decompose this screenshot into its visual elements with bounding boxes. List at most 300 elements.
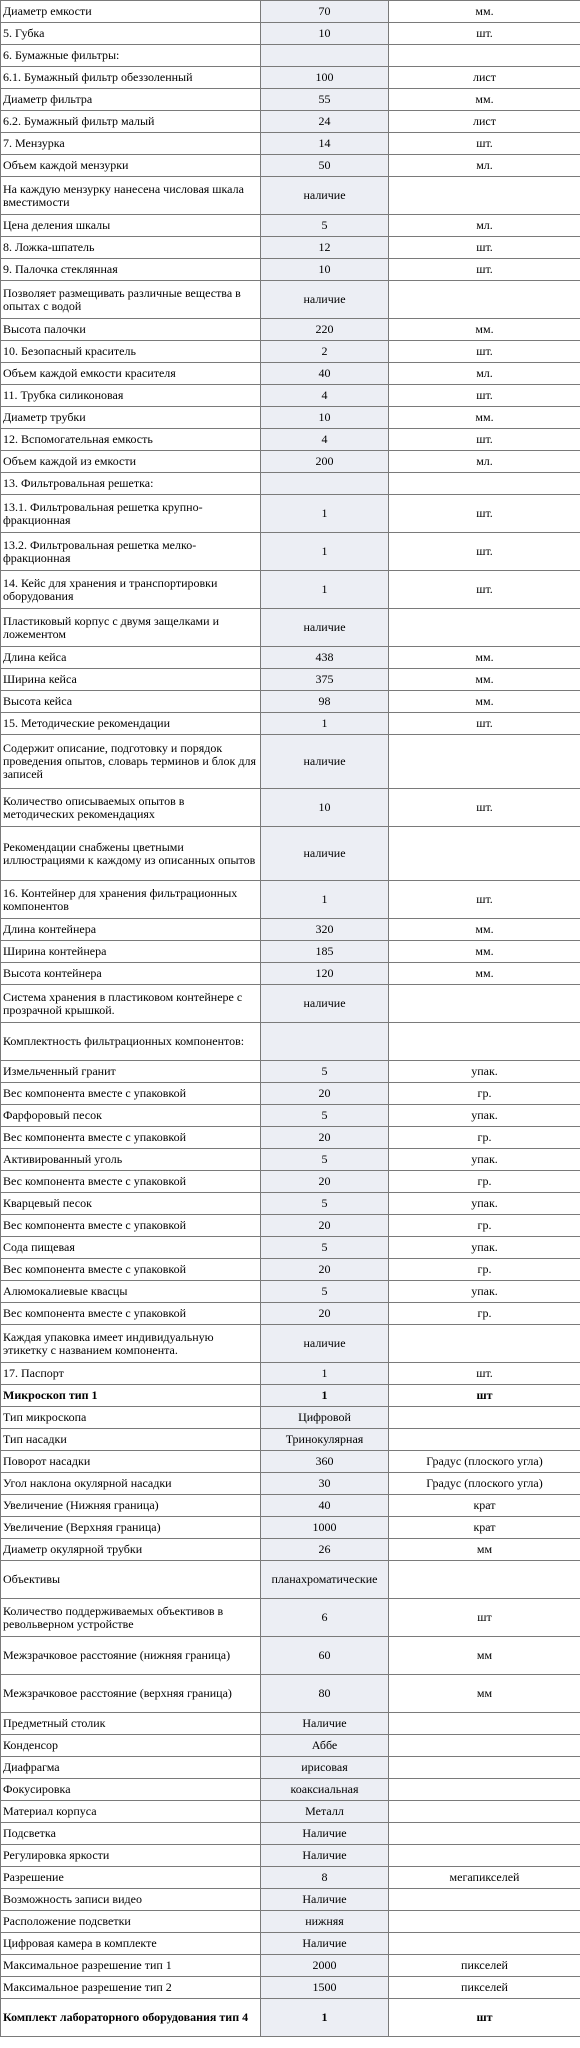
row-name-cell: Высота контейнера [1, 963, 261, 985]
row-value-cell: 4 [261, 429, 389, 451]
row-unit-cell: лист [389, 111, 580, 133]
row-value-cell: Аббе [261, 1735, 389, 1757]
row-unit-cell: шт. [389, 881, 580, 919]
row-name-cell: Диаметр фильтра [1, 89, 261, 111]
row-name-cell: Тип насадки [1, 1429, 261, 1451]
row-value-cell [261, 45, 389, 67]
row-name-cell: Возможность записи видео [1, 1889, 261, 1911]
table-row [1, 713, 580, 735]
row-value-cell: 1 [261, 1999, 389, 2037]
row-name-cell: Увеличение (Нижняя граница) [1, 1495, 261, 1517]
row-unit-cell: гр. [389, 1127, 580, 1149]
row-value-cell: 6 [261, 1599, 389, 1637]
row-value-cell: 1 [261, 495, 389, 533]
table-row [1, 1735, 580, 1757]
row-name-cell: Вес компонента вместе с упаковкой [1, 1127, 261, 1149]
row-value-cell: 14 [261, 133, 389, 155]
row-name-cell: Межзрачковое расстояние (нижняя граница) [1, 1637, 261, 1675]
row-value-cell: 20 [261, 1215, 389, 1237]
table-row [1, 259, 580, 281]
table-row [1, 1517, 580, 1539]
row-value-cell: 200 [261, 451, 389, 473]
row-name-cell: Фокусировка [1, 1779, 261, 1801]
row-name-cell: Фарфоровый песок [1, 1105, 261, 1127]
table-row [1, 407, 580, 429]
row-value-cell: 185 [261, 941, 389, 963]
row-unit-cell: шт. [389, 237, 580, 259]
table-row [1, 1999, 580, 2037]
row-unit-cell [389, 45, 580, 67]
row-unit-cell: пикселей [389, 1977, 580, 1999]
row-name-cell: Подсветка [1, 1823, 261, 1845]
table-row [1, 1779, 580, 1801]
row-unit-cell: шт [389, 1385, 580, 1407]
row-unit-cell: мм. [389, 89, 580, 111]
table-row [1, 1889, 580, 1911]
row-unit-cell: мм [389, 1539, 580, 1561]
row-value-cell: 10 [261, 789, 389, 827]
table-row [1, 23, 580, 45]
row-value-cell: Цифровой [261, 1407, 389, 1429]
row-unit-cell [389, 1823, 580, 1845]
table-row [1, 789, 580, 827]
row-name-cell: 6.2. Бумажный фильтр малый [1, 111, 261, 133]
row-name-cell: 16. Контейнер для хранения фильтрационных компонентов [1, 881, 261, 919]
row-unit-cell: упак. [389, 1193, 580, 1215]
table-row [1, 1193, 580, 1215]
row-name-cell: 13.2. Фильтровальная решетка мелко-фракционная [1, 533, 261, 571]
row-unit-cell [389, 1889, 580, 1911]
row-name-cell: Длина контейнера [1, 919, 261, 941]
row-value-cell: 4 [261, 385, 389, 407]
row-name-cell: Межзрачковое расстояние (верхняя граница) [1, 1675, 261, 1713]
table-row [1, 1237, 580, 1259]
row-value-cell: Наличие [261, 1713, 389, 1735]
row-value-cell: наличие [261, 609, 389, 647]
row-name-cell: Пластиковый корпус с двумя защелками и ложементом [1, 609, 261, 647]
table-row [1, 473, 580, 495]
table-row [1, 1429, 580, 1451]
row-unit-cell: мегапикселей [389, 1867, 580, 1889]
row-value-cell: наличие [261, 1325, 389, 1363]
row-unit-cell: шт. [389, 533, 580, 571]
row-name-cell: 14. Кейс для хранения и транспортировки оборудования [1, 571, 261, 609]
table-row [1, 1757, 580, 1779]
row-name-cell: Рекомендации снабжены цветными иллюстрациями к каждому из описанных опытов [1, 827, 261, 881]
table-row [1, 881, 580, 919]
row-value-cell: наличие [261, 177, 389, 215]
row-value-cell: наличие [261, 827, 389, 881]
row-unit-cell [389, 1911, 580, 1933]
row-value-cell: 1 [261, 533, 389, 571]
table-row [1, 45, 580, 67]
row-unit-cell: крат [389, 1517, 580, 1539]
row-name-cell: 7. Мензурка [1, 133, 261, 155]
row-name-cell: Вес компонента вместе с упаковкой [1, 1303, 261, 1325]
table-row [1, 1675, 580, 1713]
row-unit-cell: упак. [389, 1237, 580, 1259]
table-row [1, 647, 580, 669]
row-value-cell: 360 [261, 1451, 389, 1473]
row-unit-cell: лист [389, 67, 580, 89]
row-unit-cell [389, 1735, 580, 1757]
table-row [1, 827, 580, 881]
row-unit-cell [389, 827, 580, 881]
row-value-cell: 5 [261, 1105, 389, 1127]
table-row [1, 1325, 580, 1363]
row-value-cell: Наличие [261, 1933, 389, 1955]
row-unit-cell: мм [389, 1637, 580, 1675]
row-value-cell: 10 [261, 407, 389, 429]
row-name-cell: Угол наклона окулярной насадки [1, 1473, 261, 1495]
row-name-cell: Каждая упаковка имеет индивидуальную этикетку с названием компонента. [1, 1325, 261, 1363]
table-row [1, 1023, 580, 1061]
row-value-cell: Наличие [261, 1889, 389, 1911]
row-value-cell: 20 [261, 1171, 389, 1193]
row-unit-cell: шт. [389, 385, 580, 407]
row-value-cell: 10 [261, 259, 389, 281]
row-value-cell: ирисовая [261, 1757, 389, 1779]
row-name-cell: Диаметр емкости [1, 1, 261, 23]
row-unit-cell: шт. [389, 23, 580, 45]
table-row [1, 1539, 580, 1561]
row-name-cell: Сода пищевая [1, 1237, 261, 1259]
row-name-cell: 9. Палочка стеклянная [1, 259, 261, 281]
row-unit-cell: мм. [389, 963, 580, 985]
table-row [1, 1127, 580, 1149]
table-row [1, 215, 580, 237]
table-row [1, 571, 580, 609]
table-row [1, 1637, 580, 1675]
row-value-cell: 120 [261, 963, 389, 985]
row-value-cell [261, 473, 389, 495]
row-name-cell: Вес компонента вместе с упаковкой [1, 1215, 261, 1237]
table-row [1, 1259, 580, 1281]
row-unit-cell: Градус (плоского угла) [389, 1473, 580, 1495]
row-unit-cell: мл. [389, 155, 580, 177]
row-value-cell: 20 [261, 1127, 389, 1149]
table-row [1, 1215, 580, 1237]
specification-table-body [1, 1, 580, 2037]
row-value-cell [261, 1023, 389, 1061]
row-value-cell: 5 [261, 1281, 389, 1303]
row-value-cell: 30 [261, 1473, 389, 1495]
table-row [1, 1281, 580, 1303]
row-value-cell: 320 [261, 919, 389, 941]
row-unit-cell [389, 735, 580, 789]
row-value-cell: 20 [261, 1259, 389, 1281]
row-value-cell: 10 [261, 23, 389, 45]
row-name-cell: Объем каждой из емкости [1, 451, 261, 473]
row-value-cell: 1 [261, 1385, 389, 1407]
table-row [1, 429, 580, 451]
row-value-cell: 8 [261, 1867, 389, 1889]
table-row [1, 919, 580, 941]
row-unit-cell: шт. [389, 259, 580, 281]
row-name-cell: Измельченный гранит [1, 1061, 261, 1083]
row-name-cell: Количество описываемых опытов в методических рекомендациях [1, 789, 261, 827]
table-row [1, 669, 580, 691]
row-name-cell: Вес компонента вместе с упаковкой [1, 1259, 261, 1281]
table-row [1, 67, 580, 89]
row-name-cell: Высота кейса [1, 691, 261, 713]
table-row [1, 341, 580, 363]
row-name-cell: Цена деления шкалы [1, 215, 261, 237]
row-value-cell: 1 [261, 1363, 389, 1385]
row-name-cell: Максимальное разрешение тип 2 [1, 1977, 261, 1999]
row-value-cell: 26 [261, 1539, 389, 1561]
row-name-cell: Материал корпуса [1, 1801, 261, 1823]
table-row [1, 1149, 580, 1171]
row-value-cell: Тринокулярная [261, 1429, 389, 1451]
row-unit-cell [389, 1561, 580, 1599]
table-row [1, 111, 580, 133]
row-unit-cell: гр. [389, 1215, 580, 1237]
row-name-cell: Комплектность фильтрационных компонентов: [1, 1023, 261, 1061]
row-name-cell: Расположение подсветки [1, 1911, 261, 1933]
row-value-cell: 1500 [261, 1977, 389, 1999]
row-value-cell: 60 [261, 1637, 389, 1675]
row-unit-cell: упак. [389, 1281, 580, 1303]
row-unit-cell [389, 985, 580, 1023]
row-value-cell: 1000 [261, 1517, 389, 1539]
row-unit-cell [389, 1325, 580, 1363]
row-value-cell: 50 [261, 155, 389, 177]
row-value-cell: коаксиальная [261, 1779, 389, 1801]
row-name-cell: Конденсор [1, 1735, 261, 1757]
row-name-cell: 15. Методические рекомендации [1, 713, 261, 735]
row-name-cell: Диаметр трубки [1, 407, 261, 429]
row-value-cell: 55 [261, 89, 389, 111]
row-unit-cell [389, 1845, 580, 1867]
table-row [1, 1845, 580, 1867]
row-unit-cell: мм. [389, 691, 580, 713]
row-unit-cell [389, 1801, 580, 1823]
row-value-cell: 20 [261, 1303, 389, 1325]
row-name-cell: Цифровая камера в комплекте [1, 1933, 261, 1955]
row-unit-cell [389, 609, 580, 647]
table-row [1, 1105, 580, 1127]
row-name-cell: 13. Фильтровальная решетка: [1, 473, 261, 495]
row-unit-cell: гр. [389, 1083, 580, 1105]
row-value-cell: 80 [261, 1675, 389, 1713]
row-value-cell: Наличие [261, 1845, 389, 1867]
row-value-cell: 98 [261, 691, 389, 713]
row-unit-cell: шт. [389, 571, 580, 609]
row-name-cell: Вес компонента вместе с упаковкой [1, 1171, 261, 1193]
table-row [1, 533, 580, 571]
row-unit-cell: мм. [389, 647, 580, 669]
table-row [1, 495, 580, 533]
table-row [1, 1083, 580, 1105]
row-value-cell: 40 [261, 1495, 389, 1517]
row-unit-cell: мм. [389, 941, 580, 963]
table-row [1, 1407, 580, 1429]
row-value-cell: 5 [261, 1061, 389, 1083]
row-value-cell: нижняя [261, 1911, 389, 1933]
row-unit-cell [389, 1407, 580, 1429]
row-unit-cell: гр. [389, 1171, 580, 1193]
row-unit-cell: упак. [389, 1105, 580, 1127]
row-unit-cell [389, 1933, 580, 1955]
row-value-cell: 20 [261, 1083, 389, 1105]
row-unit-cell: Градус (плоского угла) [389, 1451, 580, 1473]
table-row [1, 1385, 580, 1407]
table-row [1, 1, 580, 23]
row-name-cell: Активированный уголь [1, 1149, 261, 1171]
row-name-cell: Разрешение [1, 1867, 261, 1889]
row-unit-cell [389, 1713, 580, 1735]
row-value-cell: 40 [261, 363, 389, 385]
row-name-cell: На каждую мензурку нанесена числовая шкала вместимости [1, 177, 261, 215]
row-value-cell: 1 [261, 881, 389, 919]
row-name-cell: Тип микроскопа [1, 1407, 261, 1429]
row-unit-cell [389, 1779, 580, 1801]
table-row [1, 385, 580, 407]
table-row [1, 1955, 580, 1977]
row-unit-cell: пикселей [389, 1955, 580, 1977]
row-unit-cell: мм [389, 1675, 580, 1713]
row-name-cell: Объем каждой мензурки [1, 155, 261, 177]
row-name-cell: 8. Ложка-шпатель [1, 237, 261, 259]
row-value-cell: планахроматические [261, 1561, 389, 1599]
table-row [1, 1713, 580, 1735]
row-unit-cell [389, 1429, 580, 1451]
row-unit-cell: шт. [389, 341, 580, 363]
table-row [1, 1933, 580, 1955]
row-unit-cell [389, 281, 580, 319]
table-row [1, 155, 580, 177]
row-unit-cell: мм. [389, 669, 580, 691]
table-row [1, 1451, 580, 1473]
row-name-cell: 6. Бумажные фильтры: [1, 45, 261, 67]
table-row [1, 985, 580, 1023]
table-row [1, 1303, 580, 1325]
row-name-cell: 6.1. Бумажный фильтр обеззоленный [1, 67, 261, 89]
row-name-cell: 5. Губка [1, 23, 261, 45]
row-name-cell: Максимальное разрешение тип 1 [1, 1955, 261, 1977]
table-row [1, 1977, 580, 1999]
table-row [1, 281, 580, 319]
row-value-cell: Металл [261, 1801, 389, 1823]
table-row [1, 363, 580, 385]
row-name-cell: Объем каждой емкости красителя [1, 363, 261, 385]
row-name-cell: Диафрагма [1, 1757, 261, 1779]
row-name-cell: Комплект лабораторного оборудования тип 4 [1, 1999, 261, 2037]
table-row [1, 1171, 580, 1193]
row-unit-cell: упак. [389, 1149, 580, 1171]
row-value-cell: 220 [261, 319, 389, 341]
row-unit-cell: упак. [389, 1061, 580, 1083]
table-row [1, 1599, 580, 1637]
row-unit-cell: мм. [389, 407, 580, 429]
row-name-cell: Система хранения в пластиковом контейнере с прозрачной крышкой. [1, 985, 261, 1023]
row-name-cell: Позволяет размещивать различные вещества в опытах с водой [1, 281, 261, 319]
row-unit-cell: шт. [389, 713, 580, 735]
row-unit-cell: мл. [389, 451, 580, 473]
row-value-cell: 5 [261, 1193, 389, 1215]
row-unit-cell: шт. [389, 133, 580, 155]
row-value-cell: 5 [261, 1237, 389, 1259]
row-name-cell: Регулировка яркости [1, 1845, 261, 1867]
row-value-cell: 2000 [261, 1955, 389, 1977]
table-row [1, 237, 580, 259]
table-row [1, 1911, 580, 1933]
row-name-cell: Микроскоп тип 1 [1, 1385, 261, 1407]
row-name-cell: Вес компонента вместе с упаковкой [1, 1083, 261, 1105]
table-row [1, 1561, 580, 1599]
row-name-cell: Ширина контейнера [1, 941, 261, 963]
table-row [1, 1363, 580, 1385]
row-value-cell: 70 [261, 1, 389, 23]
row-name-cell: Содержит описание, подготовку и порядок проведения опытов, словарь терминов и блок для записей [1, 735, 261, 789]
table-row [1, 1801, 580, 1823]
row-unit-cell: мм. [389, 319, 580, 341]
row-name-cell: Количество поддерживаемых объективов в револьверном устройстве [1, 1599, 261, 1637]
row-value-cell: наличие [261, 281, 389, 319]
row-unit-cell [389, 177, 580, 215]
row-value-cell: 100 [261, 67, 389, 89]
table-row [1, 1473, 580, 1495]
row-value-cell: 24 [261, 111, 389, 133]
table-row [1, 1061, 580, 1083]
row-value-cell: 5 [261, 1149, 389, 1171]
table-row [1, 89, 580, 111]
row-name-cell: Предметный столик [1, 1713, 261, 1735]
row-unit-cell: мм. [389, 919, 580, 941]
row-unit-cell: шт. [389, 1363, 580, 1385]
row-unit-cell: шт [389, 1599, 580, 1637]
row-name-cell: Длина кейса [1, 647, 261, 669]
row-unit-cell [389, 473, 580, 495]
table-row [1, 1867, 580, 1889]
row-value-cell: Наличие [261, 1823, 389, 1845]
row-name-cell: Поворот насадки [1, 1451, 261, 1473]
row-unit-cell: шт. [389, 789, 580, 827]
row-name-cell: Высота палочки [1, 319, 261, 341]
row-name-cell: 13.1. Фильтровальная решетка крупно-фракционная [1, 495, 261, 533]
row-value-cell: 2 [261, 341, 389, 363]
row-unit-cell: мл. [389, 215, 580, 237]
row-name-cell: 17. Паспорт [1, 1363, 261, 1385]
table-row [1, 133, 580, 155]
row-value-cell: наличие [261, 985, 389, 1023]
row-name-cell: 10. Безопасный краситель [1, 341, 261, 363]
table-row [1, 319, 580, 341]
table-row [1, 1823, 580, 1845]
row-unit-cell [389, 1757, 580, 1779]
row-name-cell: Алюмокалиевые квасцы [1, 1281, 261, 1303]
row-name-cell: 11. Трубка силиконовая [1, 385, 261, 407]
row-value-cell: 12 [261, 237, 389, 259]
row-name-cell: Объективы [1, 1561, 261, 1599]
table-row [1, 963, 580, 985]
table-row [1, 451, 580, 473]
row-name-cell: Диаметр окулярной трубки [1, 1539, 261, 1561]
row-unit-cell: гр. [389, 1303, 580, 1325]
table-row [1, 1495, 580, 1517]
table-row [1, 177, 580, 215]
row-unit-cell: крат [389, 1495, 580, 1517]
row-unit-cell: шт. [389, 495, 580, 533]
row-name-cell: 12. Вспомогательная емкость [1, 429, 261, 451]
row-unit-cell: шт. [389, 429, 580, 451]
table-row [1, 691, 580, 713]
row-value-cell: наличие [261, 735, 389, 789]
row-name-cell: Кварцевый песок [1, 1193, 261, 1215]
table-row [1, 735, 580, 789]
row-name-cell: Ширина кейса [1, 669, 261, 691]
